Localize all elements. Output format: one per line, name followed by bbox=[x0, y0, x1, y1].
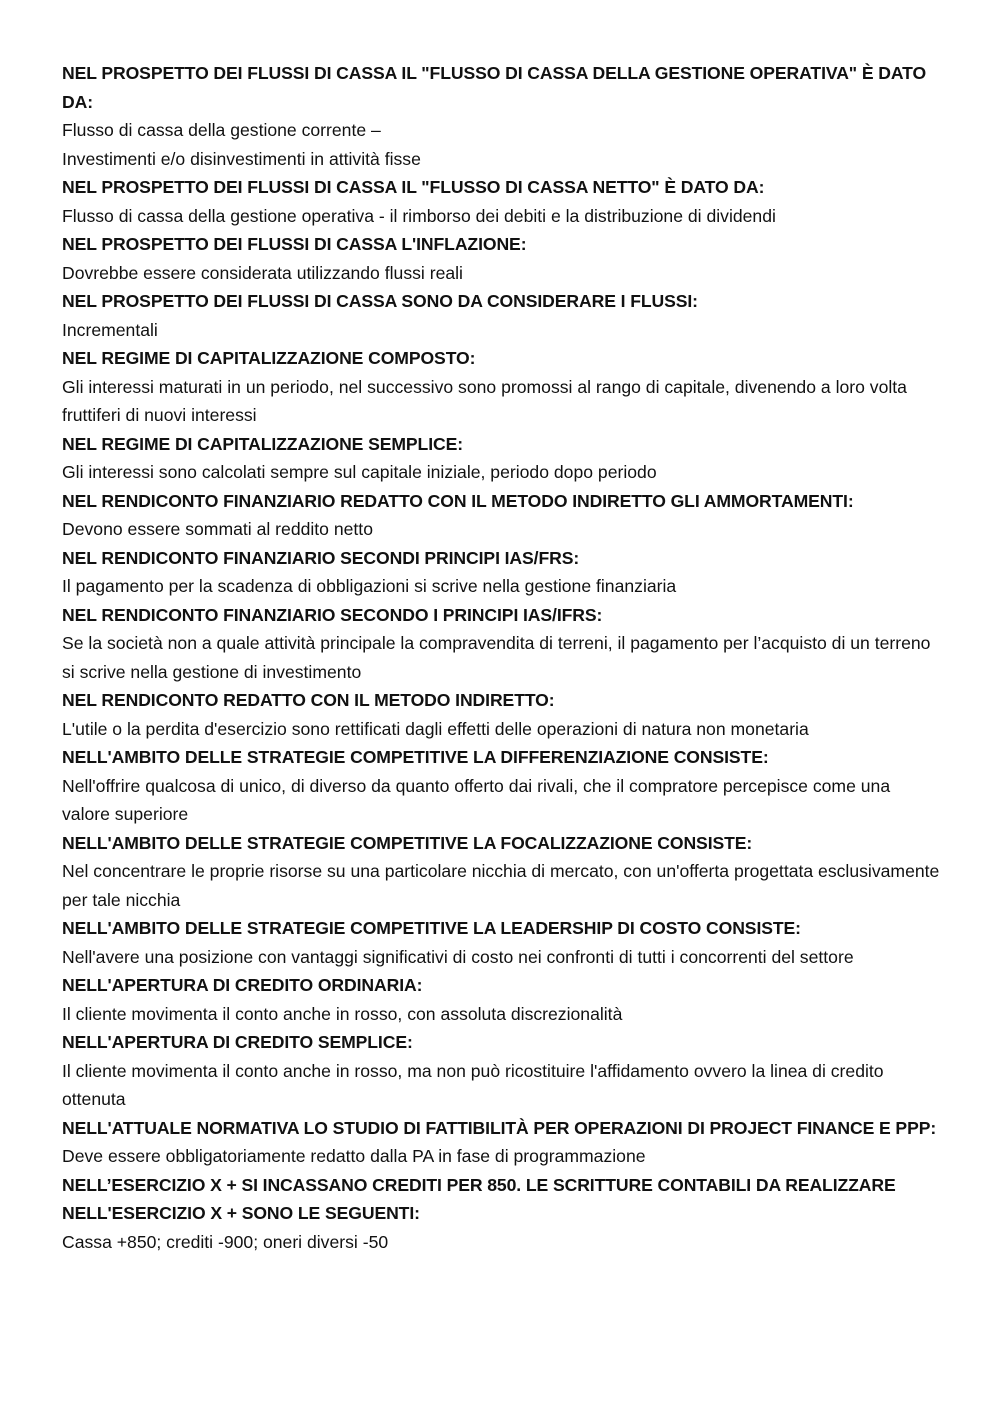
answer-text: Gli interessi maturati in un periodo, nel successivo sono promossi al rango di capitale, divenendo a loro volta fruttiferi di nuovi interessi bbox=[62, 376, 907, 425]
question-heading: NEL REGIME DI CAPITALIZZAZIONE SEMPLICE: bbox=[62, 433, 463, 454]
qa-item bbox=[62, 1171, 942, 1257]
question-heading: NEL PROSPETTO DEI FLUSSI DI CASSA IL "FLUSSO DI CASSA DELLA GESTIONE OPERATIVA" È DATO DA: bbox=[62, 63, 927, 112]
question-heading: NELL'APERTURA DI CREDITO SEMPLICE: bbox=[62, 1032, 413, 1052]
qa-item bbox=[62, 173, 942, 230]
answer-text: Il cliente movimenta il conto anche in rosso, ma non può ricostituire l'affidamento ovvero la linea di credito ottenuta bbox=[62, 1060, 884, 1109]
question-heading: NEL PROSPETTO DEI FLUSSI DI CASSA L'INFLAZIONE: bbox=[62, 234, 527, 254]
qa-item bbox=[62, 971, 942, 1028]
qa-item bbox=[62, 287, 942, 344]
question-heading: NELL'AMBITO DELLE STRATEGIE COMPETITIVE LA DIFFERENZIAZIONE CONSISTE: bbox=[62, 747, 769, 767]
qa-item bbox=[62, 601, 942, 687]
answer-text: Incrementali bbox=[62, 319, 158, 340]
qa-item bbox=[62, 829, 942, 915]
question-heading: NELL'AMBITO DELLE STRATEGIE COMPETITIVE LA LEADERSHIP DI COSTO CONSISTE: bbox=[62, 918, 801, 938]
answer-text: Nell'avere una posizione con vantaggi significativi di costo nei confronti di tutti i concorrenti del settore bbox=[62, 946, 854, 967]
qa-item bbox=[62, 430, 942, 487]
answer-text: Nell'offrire qualcosa di unico, di diverso da quanto offerto dai rivali, che il compratore percepisce come una valore superiore bbox=[62, 775, 891, 824]
question-heading: NEL RENDICONTO REDATTO CON IL METODO INDIRETTO: bbox=[62, 690, 555, 710]
qa-item bbox=[62, 1114, 942, 1171]
answer-text: Cassa +850; crediti -900; oneri diversi -50 bbox=[62, 1231, 389, 1252]
question-heading: NELL'AMBITO DELLE STRATEGIE COMPETITIVE LA FOCALIZZAZIONE CONSISTE: bbox=[62, 832, 753, 853]
answer-text: Dovrebbe essere considerata utilizzando flussi reali bbox=[62, 262, 463, 283]
question-heading: NELL’ESERCIZIO X + SI INCASSANO CREDITI PER 850. LE SCRITTURE CONTABILI DA REALIZZARE NELL'ESERCIZIO X + SONO LE SEGUENTI: bbox=[62, 1174, 896, 1223]
answer-text: Deve essere obbligatoriamente redatto dalla PA in fase di programmazione bbox=[62, 1146, 646, 1166]
question-heading: NEL RENDICONTO FINANZIARIO SECONDO I PRINCIPI IAS/IFRS: bbox=[62, 604, 603, 625]
qa-item bbox=[62, 743, 942, 829]
question-heading: NEL REGIME DI CAPITALIZZAZIONE COMPOSTO: bbox=[62, 348, 476, 368]
question-heading: NEL PROSPETTO DEI FLUSSI DI CASSA IL "FLUSSO DI CASSA NETTO" È DATO DA: bbox=[62, 177, 765, 197]
answer-text: Flusso di cassa della gestione operativa - il rimborso dei debiti e la distribuzione di dividendi bbox=[62, 205, 776, 226]
answer-text: Il cliente movimenta il conto anche in rosso, con assoluta discrezionalità bbox=[62, 1003, 623, 1024]
answer-text: Gli interessi sono calcolati sempre sul capitale iniziale, periodo dopo periodo bbox=[62, 462, 657, 482]
answer-text: Se la società non a quale attività principale la compravendita di terreni, il pagamento per l’acquisto di un terreno si scrive nella gestione di investimento bbox=[62, 633, 931, 682]
qa-item bbox=[62, 544, 942, 601]
qa-item bbox=[62, 686, 942, 743]
question-heading: NELL'APERTURA DI CREDITO ORDINARIA: bbox=[62, 975, 423, 995]
qa-item bbox=[62, 914, 942, 971]
qa-item bbox=[62, 344, 942, 430]
question-heading: NEL RENDICONTO FINANZIARIO REDATTO CON IL METODO INDIRETTO GLI AMMORTAMENTI: bbox=[62, 490, 854, 511]
question-heading: NEL RENDICONTO FINANZIARIO SECONDI PRINCIPI IAS/FRS: bbox=[62, 547, 580, 568]
answer-text: Nel concentrare le proprie risorse su una particolare nicchia di mercato, con un'offerta progettata esclusivamente per tale nicchia bbox=[62, 861, 940, 910]
answer-text: Il pagamento per la scadenza di obbligazioni si scrive nella gestione finanziaria bbox=[62, 576, 677, 596]
qa-item bbox=[62, 1028, 942, 1114]
question-heading: NELL'ATTUALE NORMATIVA LO STUDIO DI FATTIBILITÀ PER OPERAZIONI DI PROJECT FINANCE E PPP: bbox=[62, 1117, 937, 1138]
answer-text: Flusso di cassa della gestione corrente – bbox=[62, 120, 381, 140]
qa-item bbox=[62, 59, 942, 173]
answer-text: L'utile o la perdita d'esercizio sono rettificati dagli effetti delle operazioni di natura non monetaria bbox=[62, 718, 809, 739]
qa-item bbox=[62, 230, 942, 287]
qa-item bbox=[62, 487, 942, 544]
answer-text: Investimenti e/o disinvestimenti in attività fisse bbox=[62, 148, 421, 169]
document-page bbox=[62, 59, 942, 1256]
answer-text: Devono essere sommati al reddito netto bbox=[62, 519, 373, 539]
question-heading: NEL PROSPETTO DEI FLUSSI DI CASSA SONO DA CONSIDERARE I FLUSSI: bbox=[62, 291, 698, 311]
